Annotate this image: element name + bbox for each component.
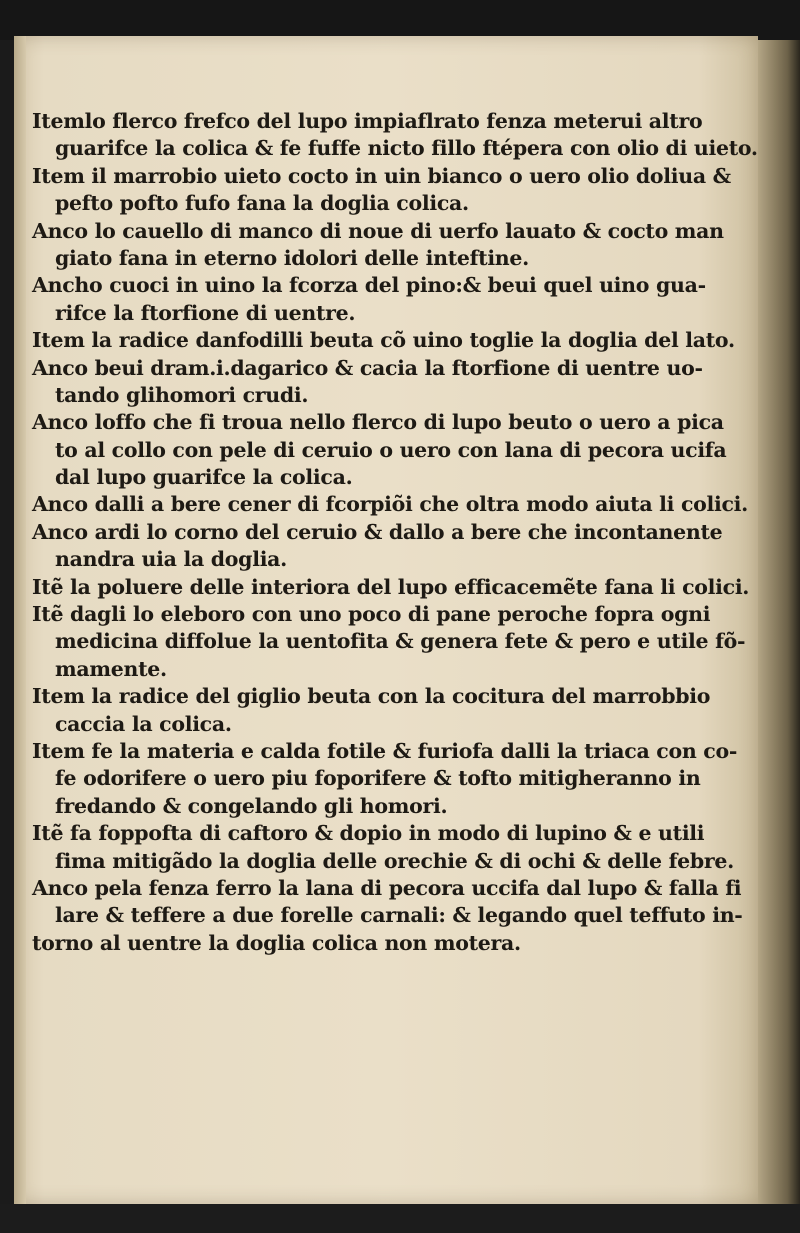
page-edge-stack — [758, 40, 800, 1230]
text-line: fredando & congelando gli homori. — [55, 793, 448, 818]
text-line: rifce la ftorfione di uentre. — [55, 300, 356, 325]
scan-bottom-border — [0, 1204, 800, 1233]
text-line: Item il marrobio uieto cocto in uin bianco o uero olio doliua & — [32, 163, 731, 188]
scan-top-border — [0, 0, 800, 40]
page-gutter — [14, 36, 26, 1204]
text-line: nandra uia la doglia. — [55, 547, 288, 572]
text-line: medicina diffolue la uentofita & genera fete & pero e utile fõ- — [55, 629, 746, 654]
text-line: Ancho cuoci in uino la fcorza del pino:& beui quel uino gua- — [32, 273, 706, 298]
text-line: Anco pela fenza ferro la lana di pecora uccifa dal lupo & falla fi — [32, 875, 742, 900]
text-line: caccia la colica. — [55, 711, 232, 736]
recipe-text — [32, 108, 758, 957]
text-line: tando glihomori crudi. — [55, 382, 309, 407]
text-line: Anco lo cauello di manco di noue di uerfo lauato & cocto man — [32, 218, 724, 243]
text-line: guarifce la colica & fe fuffe nicto fillo ftépera con olio di uieto. — [55, 136, 758, 161]
text-line: Anco ardi lo corno del ceruio & dallo a bere che incontanente — [32, 519, 723, 544]
text-line: dal lupo guarifce la colica. — [55, 465, 353, 490]
text-line: pefto pofto fufo fana la doglia colica. — [55, 191, 469, 216]
text-line: Item la radice del giglio beuta con la cocitura del marrobbio — [32, 684, 711, 709]
text-line: fima mitigãdo la doglia delle orechie & di ochi & delle febre. — [55, 848, 735, 873]
text-line: Itẽ fa foppofta di caftoro & dopio in modo di lupino & e utili — [32, 821, 705, 846]
text-line: Anco dalli a bere cener di fcorpiõi che oltra modo aiuta li colici. — [32, 492, 748, 517]
text-line: Itẽ dagli lo eleboro con uno poco di pane peroche fopra ogni — [32, 602, 711, 627]
text-line: Itẽ la poluere delle interiora del lupo efficacemẽte fana li colici. — [32, 574, 750, 599]
text-line: Item fe la materia e calda fotile & furiofa dalli la triaca con co- — [32, 738, 738, 763]
text-line: torno al uentre la doglia colica non motera. — [32, 930, 521, 955]
text-line: giato fana in eterno idolori delle inteftine. — [55, 245, 529, 270]
text-line: Itemlo flerco frefco del lupo impiaflrato fenza meterui altro — [32, 109, 703, 133]
text-line: Item la radice danfodilli beuta cõ uino toglie la doglia del lato. — [32, 328, 735, 353]
text-line: Anco loffo che fi troua nello flerco di lupo beuto o uero a pica — [32, 410, 724, 435]
text-line: fe odorifere o uero piu foporifere & tofto mitigheranno in — [55, 766, 701, 791]
text-line: to al collo con pele di ceruio o uero con lana di pecora ucifa — [55, 437, 727, 462]
text-line: Anco beui dram.i.dagarico & cacia la ftorfione di uentre uo- — [32, 355, 703, 380]
text-line: lare & teffere a due forelle carnali: & legando quel teffuto in- — [55, 903, 743, 928]
text-line: mamente. — [55, 656, 167, 681]
